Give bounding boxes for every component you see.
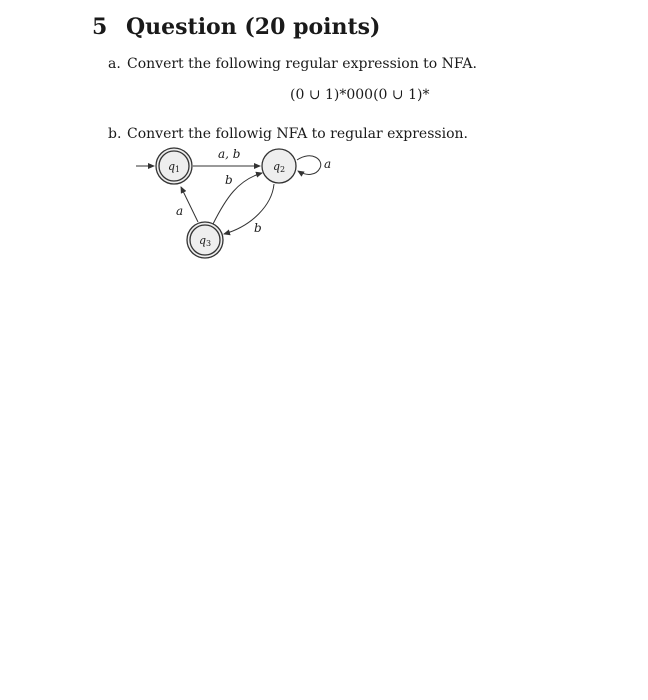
regular-expression: (0 ∪ 1)*000(0 ∪ 1)* — [290, 87, 430, 103]
part-b-text: Convert the followig NFA to regular expression. — [127, 126, 468, 142]
state-q3 — [187, 222, 223, 258]
edge-label-q3-q1: a — [176, 204, 184, 218]
edge-q3-q1 — [181, 187, 198, 222]
edge-q2-loop — [297, 156, 321, 175]
part-a-text: Convert the following regular expression to NFA. — [127, 56, 477, 72]
edge-label-q1-q2: a, b — [218, 147, 241, 161]
question-title: Question (20 points) — [126, 14, 381, 40]
question-number: 5 — [92, 14, 108, 40]
part-b-marker: b. — [108, 126, 122, 142]
state-q2 — [262, 149, 296, 183]
edge-q3-q2 — [213, 173, 262, 224]
state-label-q1: q1 — [168, 160, 181, 174]
state-label-q3: q3 — [199, 234, 212, 248]
edge-label-q3-q2: b — [225, 173, 233, 187]
edge-label-q2-q3: b — [254, 221, 262, 235]
edge-label-q2-loop: a — [324, 157, 332, 171]
state-q1 — [156, 148, 192, 184]
part-a-marker: a. — [108, 56, 121, 72]
edge-q2-q3 — [224, 184, 274, 234]
state-label-q2: q2 — [273, 160, 286, 174]
